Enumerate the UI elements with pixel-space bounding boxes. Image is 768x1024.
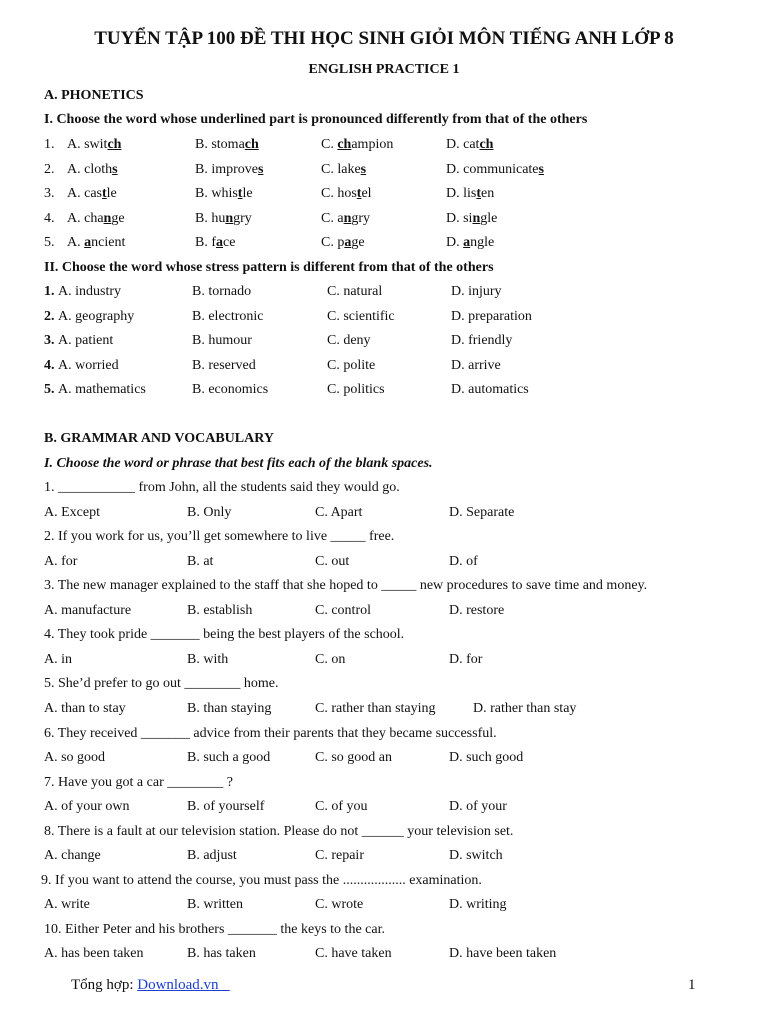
- document-title: TUYỂN TẬP 100 ĐỀ THI HỌC SINH GIỎI MÔN TIẾNG ANH LỚP 8: [94, 28, 674, 49]
- underlined-part: a: [344, 235, 352, 251]
- answer-option[interactable]: [67, 234, 125, 252]
- question-text: 1. ___________ from John, all the students said they would go.: [44, 480, 400, 495]
- answer-option[interactable]: A. has been taken: [44, 946, 144, 962]
- answer-option[interactable]: A. manufacture: [44, 602, 132, 618]
- answer-option[interactable]: [321, 136, 393, 154]
- grammar-instruction: I. Choose the word or phrase that best fits each of the blank spaces.: [44, 456, 433, 471]
- option-text: A. cloth: [67, 161, 113, 177]
- option-text: en: [481, 186, 495, 202]
- answer-option[interactable]: C. rather than staying: [315, 700, 436, 716]
- underlined-part: n: [103, 210, 112, 226]
- answer-option[interactable]: D. rather than stay: [473, 700, 577, 716]
- answer-option[interactable]: D. have been taken: [449, 946, 557, 962]
- answer-option[interactable]: A. of your own: [44, 799, 130, 815]
- answer-option[interactable]: B. has taken: [187, 946, 256, 962]
- underlined-part: a: [216, 235, 223, 251]
- answer-option[interactable]: A. in: [44, 651, 72, 667]
- answer-option[interactable]: [67, 210, 125, 228]
- question-number: 1.: [44, 137, 55, 152]
- section-b-heading: B. GRAMMAR AND VOCABULARY: [44, 431, 274, 446]
- option-text: ncient: [91, 235, 126, 251]
- question-text: 9. If you want to attend the course, you must pass the .................. examination.: [41, 872, 482, 888]
- underlined-part: n: [225, 210, 234, 226]
- option-text: gle: [480, 210, 498, 226]
- answer-option[interactable]: C. out: [315, 553, 350, 569]
- answer-option[interactable]: D. injury: [451, 284, 502, 299]
- answer-option[interactable]: A. industry: [58, 284, 121, 299]
- answer-option[interactable]: [321, 161, 366, 179]
- option-text: B. hu: [195, 210, 226, 226]
- answer-option[interactable]: D. of: [449, 553, 478, 569]
- question-number: 4.: [44, 357, 55, 373]
- question-text: 6. They received _______ advice from their parents that they became successful.: [44, 725, 497, 741]
- answer-option[interactable]: C. polite: [327, 357, 376, 373]
- underlined-part: s: [360, 161, 367, 177]
- answer-option[interactable]: C. so good an: [315, 750, 392, 766]
- answer-option[interactable]: [321, 210, 370, 228]
- option-text: C.: [321, 137, 338, 152]
- answer-option[interactable]: [67, 161, 118, 179]
- answer-option[interactable]: D. arrive: [451, 357, 501, 373]
- answer-option[interactable]: D. automatics: [451, 382, 529, 398]
- question-number: 4.: [44, 210, 55, 226]
- answer-option[interactable]: D. restore: [449, 602, 505, 618]
- underlined-part: ch: [107, 137, 122, 152]
- page-number: 1: [688, 977, 696, 993]
- underlined-part: n: [472, 210, 481, 226]
- option-text: B. f: [195, 235, 216, 251]
- question-number: 1.: [44, 284, 55, 299]
- answer-option[interactable]: A. patient: [58, 333, 114, 349]
- underlined-part: s: [112, 161, 118, 177]
- option-text: C. p: [321, 235, 345, 251]
- answer-option[interactable]: B. economics: [192, 382, 269, 398]
- answer-option[interactable]: A. so good: [44, 750, 106, 766]
- answer-option[interactable]: D. friendly: [451, 333, 513, 349]
- phonetics-part1-instruction: I. Choose the word whose underlined part is pronounced differently from that of the others: [44, 112, 588, 127]
- underlined-part: ch: [244, 137, 259, 152]
- question-text: 2. If you work for us, you’ll get somewhere to live _____ free.: [44, 529, 395, 545]
- question-number: 2.: [44, 161, 55, 177]
- underlined-part: t: [356, 186, 362, 202]
- option-text: B. whis: [195, 186, 238, 202]
- answer-option[interactable]: [321, 185, 372, 203]
- option-text: A. cas: [67, 186, 102, 202]
- underlined-part: t: [237, 186, 243, 202]
- option-text: C. hos: [321, 186, 357, 202]
- answer-option[interactable]: A. change: [44, 848, 101, 864]
- answer-option[interactable]: B. such a good: [187, 750, 271, 766]
- option-text: el: [361, 186, 372, 202]
- option-text: ge: [351, 235, 365, 251]
- answer-option[interactable]: C. on: [315, 651, 346, 667]
- answer-option[interactable]: C. of you: [315, 799, 368, 815]
- answer-option[interactable]: B. than staying: [187, 700, 272, 716]
- phonetics-part2-instruction: II. Choose the word whose stress pattern is different from that of the others: [44, 260, 494, 275]
- answer-option[interactable]: D. Separate: [449, 504, 515, 520]
- answer-option[interactable]: C. scientific: [327, 308, 395, 324]
- answer-option[interactable]: B. written: [187, 897, 243, 913]
- answer-option[interactable]: [195, 185, 253, 203]
- option-text: D.: [446, 235, 464, 251]
- answer-option[interactable]: D. writing: [449, 897, 507, 913]
- answer-option[interactable]: A. for: [44, 553, 78, 569]
- option-text: ce: [223, 235, 236, 251]
- underlined-part: n: [343, 210, 352, 226]
- answer-option[interactable]: A. mathematics: [58, 382, 146, 398]
- answer-option[interactable]: B. establish: [187, 602, 253, 618]
- underlined-part: s: [258, 161, 264, 177]
- footer-link[interactable]: Download.vn: [137, 977, 219, 993]
- answer-option[interactable]: [446, 185, 494, 203]
- answer-option[interactable]: [195, 234, 235, 252]
- option-text: ngle: [470, 235, 495, 251]
- question-number: 5.: [44, 235, 55, 251]
- option-text: ampion: [351, 137, 394, 152]
- answer-option[interactable]: [195, 161, 263, 179]
- question-text: 8. There is a fault at our television station. Please do not ______ your television set.: [44, 823, 514, 839]
- answer-option[interactable]: D. switch: [449, 848, 503, 864]
- answer-option[interactable]: D. for: [449, 651, 483, 667]
- option-text: A. swit: [67, 137, 108, 152]
- question-text: 7. Have you got a car ________ ?: [44, 774, 233, 790]
- answer-option[interactable]: [195, 210, 252, 228]
- option-text: D. lis: [446, 186, 477, 202]
- answer-option[interactable]: C. control: [315, 602, 371, 618]
- answer-option[interactable]: C. have taken: [315, 946, 392, 962]
- answer-option[interactable]: B. at: [187, 553, 214, 569]
- option-text: D. cat: [446, 137, 480, 152]
- answer-option[interactable]: [446, 210, 497, 228]
- underlined-part: s: [538, 161, 544, 177]
- answer-option[interactable]: A. geography: [58, 308, 135, 324]
- answer-option[interactable]: [67, 136, 121, 154]
- answer-option[interactable]: [67, 185, 117, 203]
- option-text: B. improve: [195, 161, 258, 177]
- footer-label: Tổng hợp:: [71, 977, 138, 993]
- footer: [71, 977, 230, 994]
- answer-option[interactable]: B. electronic: [192, 308, 264, 324]
- question-text: 5. She’d prefer to go out ________ home.: [44, 676, 279, 692]
- section-a-heading: A. PHONETICS: [44, 88, 144, 103]
- answer-option[interactable]: C. politics: [327, 382, 385, 398]
- option-text: A. cha: [67, 210, 104, 226]
- option-text: le: [106, 186, 117, 202]
- question-number: 2.: [44, 308, 55, 324]
- answer-option[interactable]: [195, 136, 259, 154]
- answer-option[interactable]: B. of yourself: [187, 799, 265, 815]
- underlined-part: a: [84, 235, 92, 251]
- answer-option[interactable]: B. Only: [187, 504, 232, 520]
- option-text: gry: [233, 210, 252, 226]
- option-text: le: [242, 186, 253, 202]
- question-number: 3.: [44, 333, 55, 349]
- answer-option[interactable]: C. Apart: [315, 504, 363, 520]
- answer-option[interactable]: [446, 161, 544, 179]
- answer-option[interactable]: B. adjust: [187, 848, 237, 864]
- option-text: D. si: [446, 210, 473, 226]
- answer-option[interactable]: [321, 234, 365, 252]
- answer-option[interactable]: B. with: [187, 651, 229, 667]
- answer-option[interactable]: C. wrote: [315, 897, 364, 913]
- option-text: C. lake: [321, 161, 361, 177]
- document-subtitle: ENGLISH PRACTICE 1: [308, 62, 460, 77]
- option-text: C. a: [321, 210, 344, 226]
- underlined-part: t: [476, 186, 482, 202]
- answer-option[interactable]: D. preparation: [451, 308, 532, 324]
- answer-option[interactable]: [446, 136, 493, 154]
- answer-option[interactable]: C. deny: [327, 333, 371, 349]
- answer-option[interactable]: D. such good: [449, 750, 524, 766]
- underlined-part: ch: [479, 137, 494, 152]
- question-text: 4. They took pride _______ being the best players of the school.: [44, 627, 405, 643]
- underlined-part: a: [463, 235, 471, 251]
- option-text: A.: [67, 235, 85, 251]
- option-text: D. communicate: [446, 161, 539, 177]
- answer-option[interactable]: D. of your: [449, 799, 507, 815]
- answer-option[interactable]: A. worried: [58, 357, 119, 373]
- answer-option[interactable]: [446, 234, 494, 252]
- answer-option[interactable]: C. repair: [315, 848, 364, 864]
- answer-option[interactable]: A. than to stay: [44, 700, 126, 716]
- question-text: 3. The new manager explained to the staff that she hoped to _____ new procedures to save time and money.: [44, 578, 648, 594]
- question-number: 5.: [44, 382, 55, 398]
- option-text: ge: [111, 210, 125, 226]
- answer-option[interactable]: C. natural: [327, 284, 383, 299]
- option-text: gry: [351, 210, 371, 226]
- underlined-part: ch: [337, 137, 352, 152]
- answer-option[interactable]: B. tornado: [192, 284, 252, 299]
- answer-option[interactable]: B. reserved: [192, 357, 256, 373]
- answer-option[interactable]: A. Except: [44, 504, 100, 520]
- answer-option[interactable]: B. humour: [192, 333, 252, 349]
- underlined-part: t: [102, 186, 107, 202]
- question-number: 3.: [44, 186, 55, 202]
- answer-option[interactable]: A. write: [44, 897, 90, 913]
- question-text: 10. Either Peter and his brothers _______ the keys to the car.: [44, 921, 385, 937]
- option-text: B. stoma: [195, 137, 245, 152]
